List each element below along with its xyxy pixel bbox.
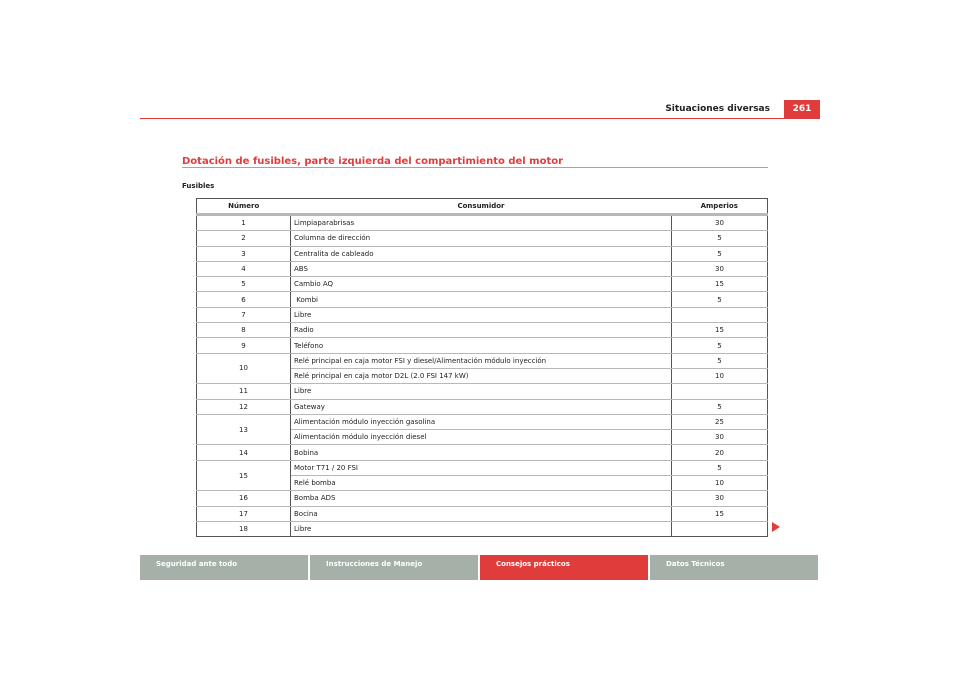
- table-row: [197, 521, 768, 536]
- fuse-amperage: 30: [672, 215, 768, 231]
- fuse-amperage: [672, 384, 768, 399]
- table-row: [197, 384, 768, 399]
- fuse-amperage: 15: [672, 506, 768, 521]
- section-subtitle: Fusibles: [182, 182, 215, 190]
- fuse-number: 1: [197, 215, 291, 231]
- fuse-amperage: 15: [672, 277, 768, 292]
- fuse-amperage: 10: [672, 476, 768, 491]
- fuse-consumer: Libre: [291, 384, 672, 399]
- running-header-title: Situaciones diversas: [665, 104, 770, 114]
- fuse-amperage: 5: [672, 246, 768, 261]
- fuse-number: 16: [197, 491, 291, 506]
- fuse-number: 3: [197, 246, 291, 261]
- table-row: [197, 414, 768, 429]
- fuse-number: 8: [197, 323, 291, 338]
- fuse-consumer: Gateway: [291, 399, 672, 414]
- table-row: [197, 231, 768, 246]
- fuse-consumer: Radio: [291, 323, 672, 338]
- fuse-consumer: Motor T71 / 20 FSI: [291, 460, 672, 475]
- fuse-amperage: 15: [672, 323, 768, 338]
- fuse-number: 7: [197, 307, 291, 322]
- fuse-consumer: Kombi: [291, 292, 672, 307]
- fuse-amperage: 25: [672, 414, 768, 429]
- fuse-amperage: 30: [672, 430, 768, 445]
- section-divider: [182, 167, 768, 168]
- section-title: Dotación de fusibles, parte izquierda del compartimiento del motor: [182, 156, 564, 167]
- fuse-consumer: Teléfono: [291, 338, 672, 353]
- fuse-number: 9: [197, 338, 291, 353]
- fuse-consumer: Relé principal en caja motor FSI y diesel/Alimentación módulo inyección: [291, 353, 672, 368]
- fuse-consumer: Libre: [291, 521, 672, 536]
- fuse-consumer: Relé principal en caja motor D2L (2.0 FSI 147 kW): [291, 368, 672, 383]
- fuse-table: [196, 198, 768, 537]
- fuse-number: 10: [197, 353, 291, 384]
- fuse-number: 5: [197, 277, 291, 292]
- fuse-consumer: Libre: [291, 307, 672, 322]
- fuse-number: 14: [197, 445, 291, 460]
- table-row: [197, 506, 768, 521]
- fuse-amperage: 10: [672, 368, 768, 383]
- fuse-amperage: 5: [672, 353, 768, 368]
- fuse-amperage: [672, 307, 768, 322]
- fuse-amperage: 5: [672, 292, 768, 307]
- fuse-amperage: 30: [672, 261, 768, 276]
- fuse-consumer: Bobina: [291, 445, 672, 460]
- table-row: [197, 277, 768, 292]
- fuse-number: 6: [197, 292, 291, 307]
- fuse-consumer: Columna de dirección: [291, 231, 672, 246]
- table-row: [197, 491, 768, 506]
- fuse-consumer: Centralita de cableado: [291, 246, 672, 261]
- fuse-number: 18: [197, 521, 291, 536]
- fuse-amperage: 20: [672, 445, 768, 460]
- fuse-consumer: Bomba ADS: [291, 491, 672, 506]
- fuse-number: 2: [197, 231, 291, 246]
- table-row: [197, 246, 768, 261]
- footer-tab-consejos-pr-cticos[interactable]: Consejos prácticos: [480, 555, 648, 580]
- footer-tab-seguridad-ante-todo[interactable]: Seguridad ante todo: [140, 555, 308, 580]
- table-row: [197, 323, 768, 338]
- fuse-amperage: 5: [672, 460, 768, 475]
- table-row: [197, 307, 768, 322]
- fuse-consumer: Bocina: [291, 506, 672, 521]
- table-header-row: [197, 199, 768, 215]
- fuse-consumer: Alimentación módulo inyección diesel: [291, 430, 672, 445]
- header-divider: [140, 118, 820, 119]
- fuse-number: 13: [197, 414, 291, 445]
- fuse-amperage: 5: [672, 399, 768, 414]
- column-header-consumer: Consumidor: [291, 199, 672, 215]
- fuse-amperage: [672, 521, 768, 536]
- fuse-consumer: Cambio AQ: [291, 277, 672, 292]
- fuse-number: 11: [197, 384, 291, 399]
- fuse-table-body: [197, 215, 768, 537]
- fuse-number: 4: [197, 261, 291, 276]
- fuse-amperage: 30: [672, 491, 768, 506]
- table-row: [197, 353, 768, 368]
- table-row: [197, 215, 768, 231]
- column-header-number: Número: [197, 199, 291, 215]
- fuse-consumer: Alimentación módulo inyección gasolina: [291, 414, 672, 429]
- footer-tab-datos-t-cnicos[interactable]: Datos Técnicos: [650, 555, 818, 580]
- fuse-consumer: Relé bomba: [291, 476, 672, 491]
- table-row: [197, 445, 768, 460]
- fuse-number: 17: [197, 506, 291, 521]
- fuse-amperage: 5: [672, 338, 768, 353]
- fuse-amperage: 5: [672, 231, 768, 246]
- table-row: [197, 399, 768, 414]
- fuse-consumer: Limpiaparabrisas: [291, 215, 672, 231]
- fuse-consumer: ABS: [291, 261, 672, 276]
- fuse-number: 15: [197, 460, 291, 491]
- table-row: [197, 338, 768, 353]
- table-row: [197, 261, 768, 276]
- fuse-number: 12: [197, 399, 291, 414]
- next-page-arrow-icon[interactable]: [772, 522, 780, 532]
- footer-tab-instrucciones-de-manejo[interactable]: Instrucciones de Manejo: [310, 555, 478, 580]
- page-number: 261: [784, 100, 820, 118]
- table-row: [197, 292, 768, 307]
- table-row: [197, 460, 768, 475]
- column-header-amps: Amperios: [672, 199, 768, 215]
